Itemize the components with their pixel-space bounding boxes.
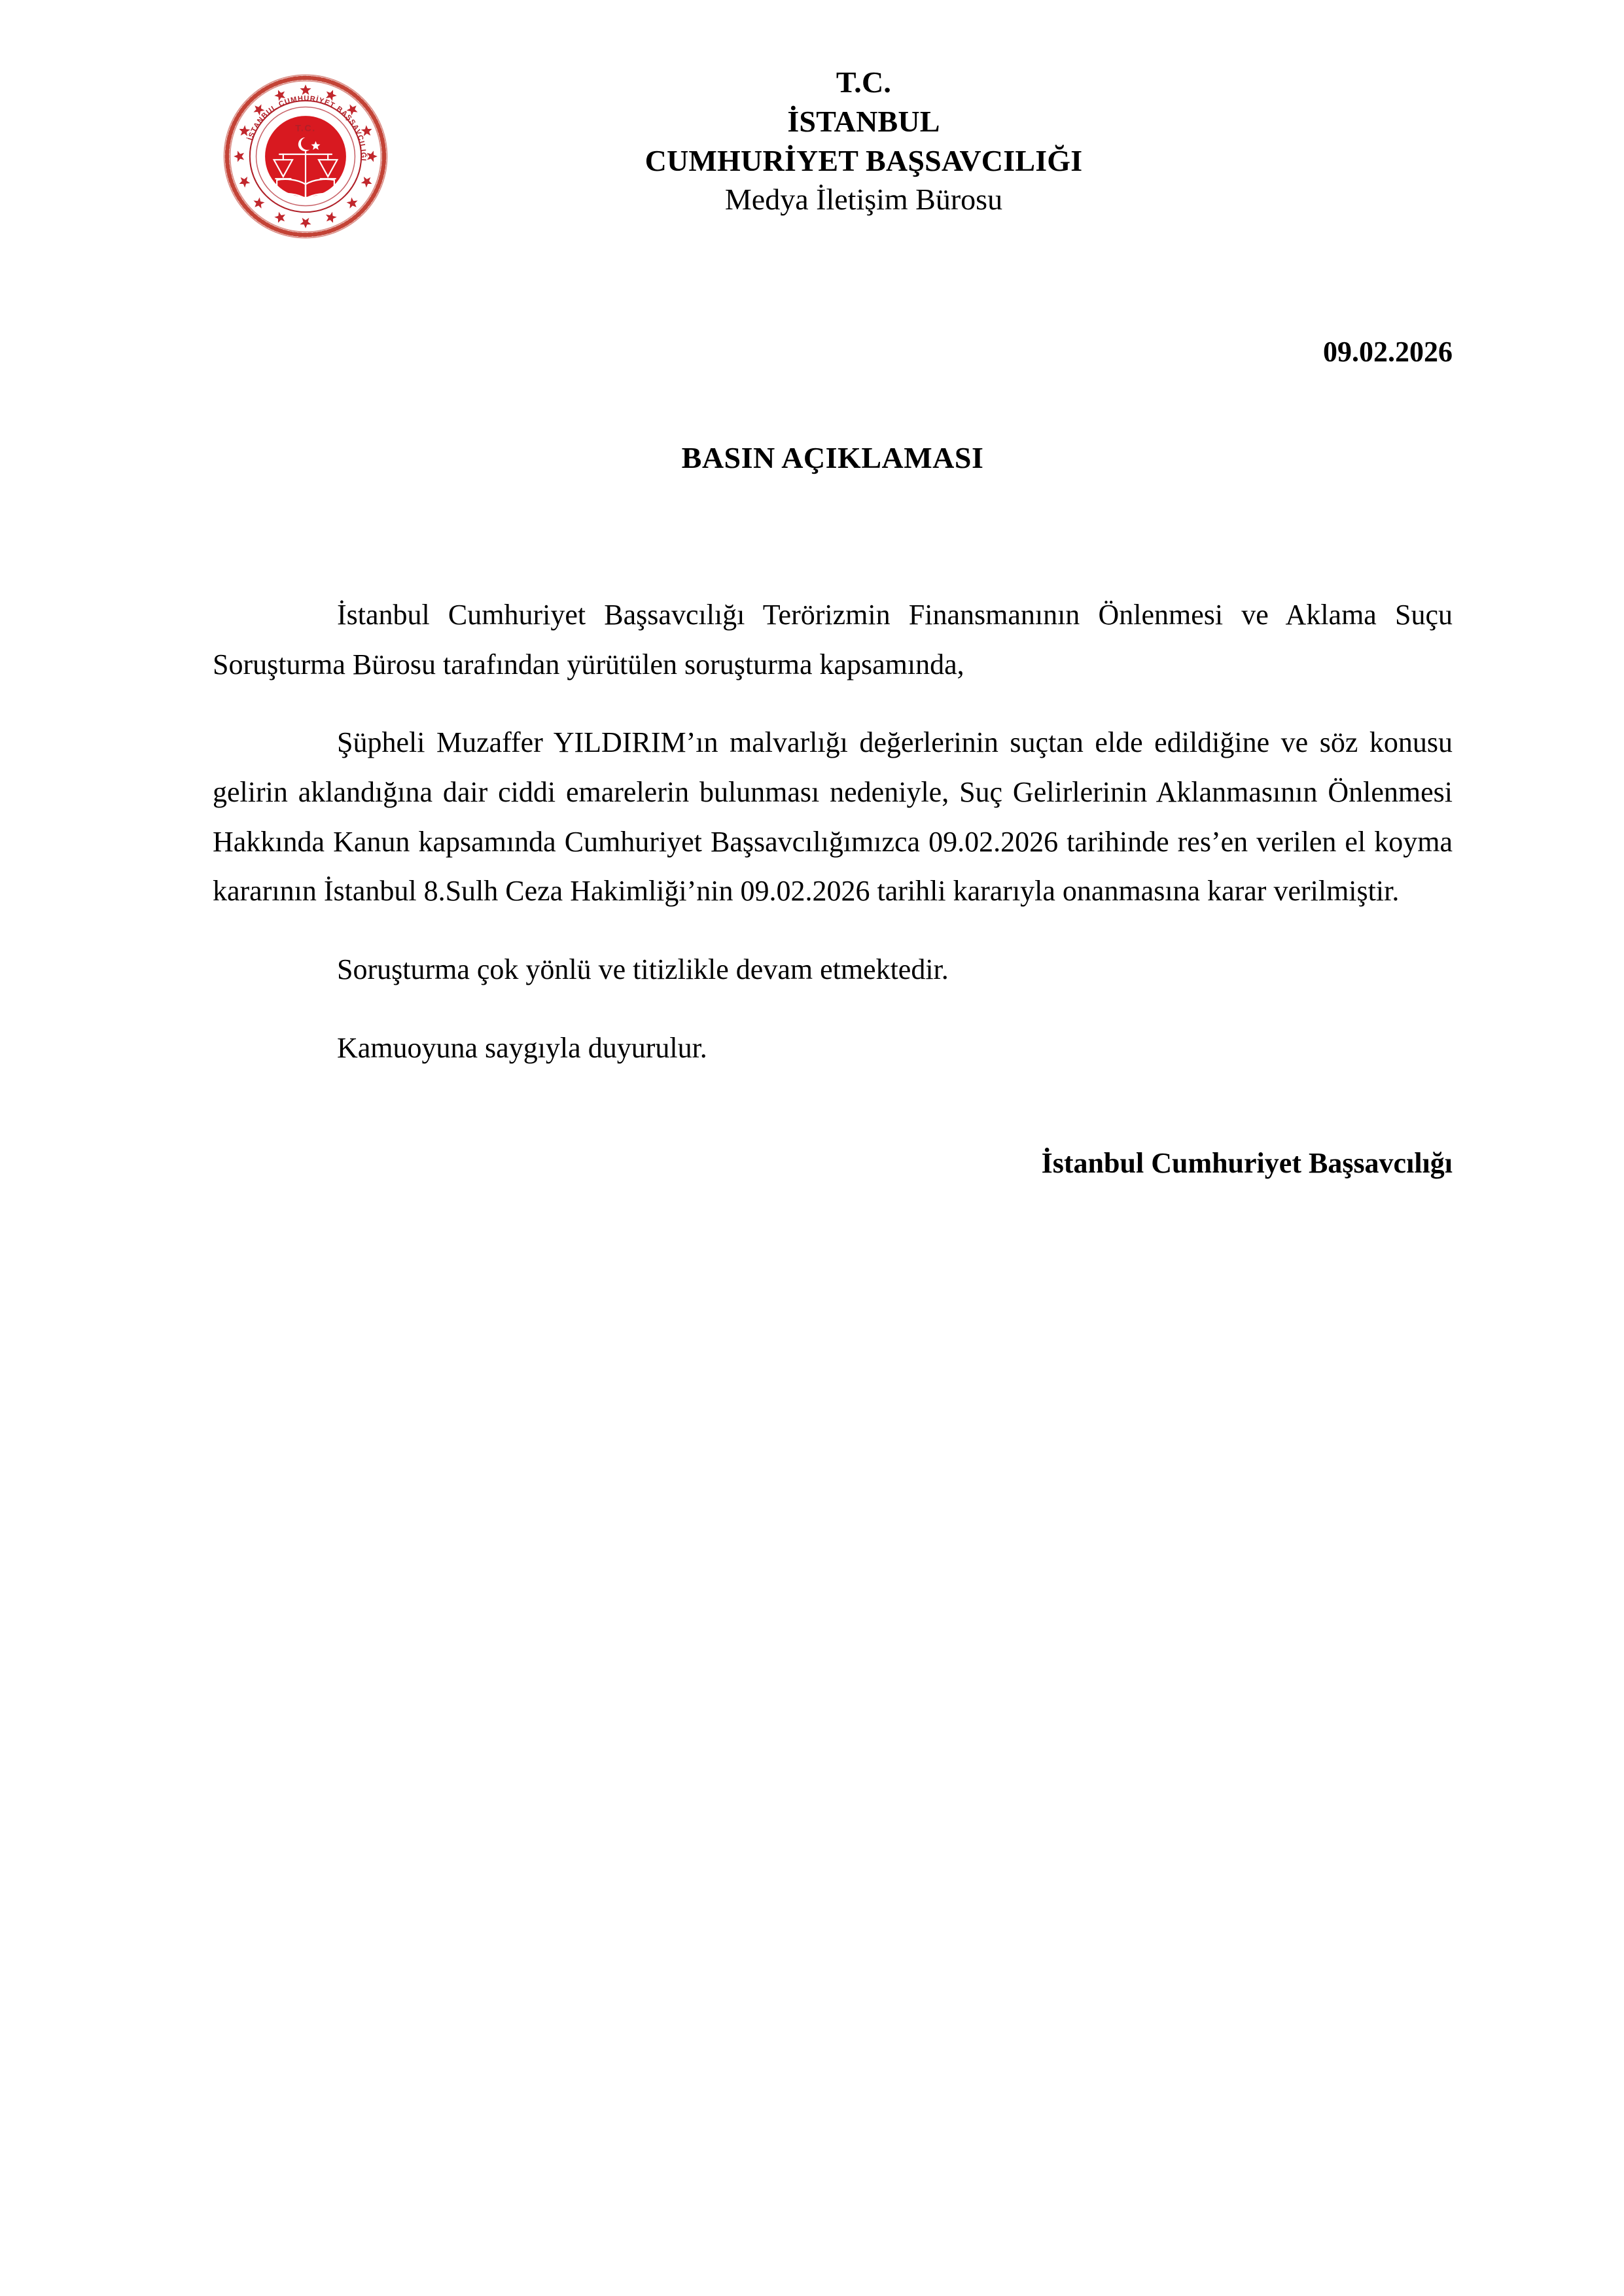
body-paragraph-4: Kamuoyuna saygıyla duyurulur.	[337, 1031, 707, 1064]
svg-text:İSTANBUL CUMHURİYET BAŞSAVCILI: İSTANBUL CUMHURİYET BAŞSAVCILIĞI	[246, 94, 368, 162]
letterhead-text	[406, 63, 1322, 219]
turkish-republic-prosecutor-seal-icon	[221, 72, 390, 241]
letterhead-line-city: İSTANBUL	[787, 104, 940, 138]
body-paragraph-2: Şüpheli Muzaffer YILDIRIM’ın malvarlığı değerlerinin suçtan elde edildiğine ve söz konusu gelirin aklandığına dair ciddi emarelerin bulunması nedeniyle, Suç Gelirlerinin Aklanmasının Önlenmesi Hakkında Kanun kapsamında Cumhuriyet Başsavcılığımızca 09.02.2026 tarihinde res’en verilen el koyma kararının İstanbul 8.Sulh Ceza Hakimliği’nin 09.02.2026 tarihli kararıyla onanmasına karar verilmiştir.	[213, 726, 1453, 908]
body-paragraph-3: Soruşturma çok yönlü ve titizlikle devam etmektedir.	[337, 953, 949, 986]
signature-block: İstanbul Cumhuriyet Başsavcılığı	[1041, 1147, 1453, 1179]
document-date: 09.02.2026	[1323, 336, 1453, 368]
letterhead-line-office: CUMHURİYET BAŞSAVCILIĞI	[644, 143, 1083, 177]
body-paragraph-1: İstanbul Cumhuriyet Başsavcılığı Terörizmin Finansmanının Önlenmesi ve Aklama Suçu Soruşturma Bürosu tarafından yürütülen soruşturma kapsamında,	[213, 599, 1453, 680]
letterhead	[0, 63, 1624, 259]
letterhead-line-tc: T.C.	[836, 65, 892, 99]
page-title: BASIN AÇIKLAMASI	[681, 441, 984, 474]
letterhead-line-bureau: Medya İletişim Bürosu	[724, 183, 1003, 217]
document-body	[213, 590, 1453, 1072]
svg-text:T.C.: T.C.	[295, 123, 316, 134]
